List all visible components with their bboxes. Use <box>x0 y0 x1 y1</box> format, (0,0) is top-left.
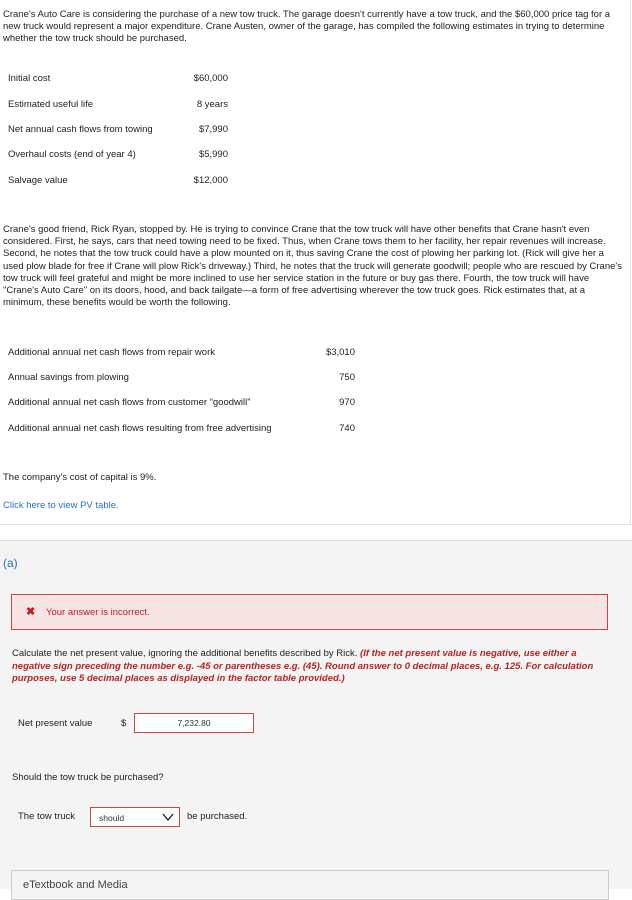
question-text <box>12 648 612 686</box>
chevron-down-icon <box>161 810 175 824</box>
part-a-panel <box>0 540 632 889</box>
npv-input[interactable] <box>134 713 254 733</box>
benefit-label: Additional annual net cash flows from repair work <box>8 347 215 358</box>
sentence-right: be purchased. <box>187 811 248 822</box>
purchase-dropdown[interactable] <box>90 807 180 827</box>
benefit-label: Annual savings from plowing <box>8 372 129 383</box>
estimate-label: Overhaul costs (end of year 4) <box>8 149 136 160</box>
benefit-label: Additional annual net cash flows resulting from free advertising <box>8 423 272 434</box>
sentence-left: The tow truck <box>18 811 76 822</box>
benefit-value: $3,010 <box>325 347 355 358</box>
estimate-label: Net annual cash flows from towing <box>8 124 153 135</box>
intro-paragraph: Crane's Auto Care is considering the purchase of a new tow truck. The garage doesn't currently have a tow truck, and the $60,000 price tag for a new truck would represent a major expenditure. Crane Austen, owner of the garage, has compiled the following estimates in trying to determine whether the tow truck should be purchased. <box>3 9 611 45</box>
benefit-value: 740 <box>339 423 355 434</box>
estimate-label: Initial cost <box>8 73 51 84</box>
question-main: Calculate the net present value, ignoring the additional benefits described by Rick. <box>12 648 361 659</box>
estimate-value: $12,000 <box>193 175 228 186</box>
error-message: Your answer is incorrect. <box>46 607 150 618</box>
estimate-value: $5,990 <box>198 149 228 160</box>
etextbook-label: eTextbook and Media <box>23 879 128 891</box>
error-banner <box>11 594 608 630</box>
story-paragraph: Crane's good friend, Rick Ryan, stopped by. He is trying to convince Crane that the tow truck will have other benefits that Crane hasn't even considered. First, he says, cars that need towing need to be fixed. Thus, when Crane tows them to her facility, her repair revenues will increase. Second, he notes that the tow truck could have a plow mounted on it, thus saving Crane the cost of plowing her parking lot. (Rick will give her a used plow blade for free if Crane will plow Rick's driveway.) Third, he notes that the truck will generate goodwill; people who are rescued by Crane's tow truck will feel grateful and might be more inclined to use her service station in the future or buy gas there. Fourth, the tow truck will have "Crane's Auto Care" on its doors, hood, and back tailgate—a form of free advertising wherever the tow truck goes. Rick estimates that, at a minimum, these benefits would be worth the following. <box>3 224 622 309</box>
estimate-label: Salvage value <box>8 175 68 186</box>
etextbook-section[interactable] <box>11 870 609 900</box>
part-a-label: (a) <box>3 556 18 570</box>
benefit-label: Additional annual net cash flows from customer “goodwill” <box>8 397 251 408</box>
npv-label: Net present value <box>18 718 93 729</box>
benefit-value: 970 <box>339 397 355 408</box>
estimate-value: $60,000 <box>193 73 228 84</box>
question-note: (If the net present value is negative, use either a negative sign preceding the number e.g. -45 or parentheses e.g. (45). Round answer to 0 decimal places, e.g. 125. For calculation purposes, use 5 decimal places as displayed in the factor table provided.) <box>12 648 594 684</box>
estimate-value: 8 years <box>196 99 228 110</box>
pv-table-link[interactable]: Click here to view PV table. <box>3 500 119 511</box>
question-purchase: Should the tow truck be purchased? <box>12 772 164 783</box>
currency-symbol: $ <box>121 718 127 729</box>
estimate-label: Estimated useful life <box>8 99 94 110</box>
estimate-value: $7,990 <box>198 124 228 135</box>
error-x-icon: ✖ <box>26 606 36 618</box>
benefit-value: 750 <box>339 372 355 383</box>
cost-of-capital: The company's cost of capital is 9%. <box>3 472 157 483</box>
dropdown-value: should <box>99 813 125 823</box>
